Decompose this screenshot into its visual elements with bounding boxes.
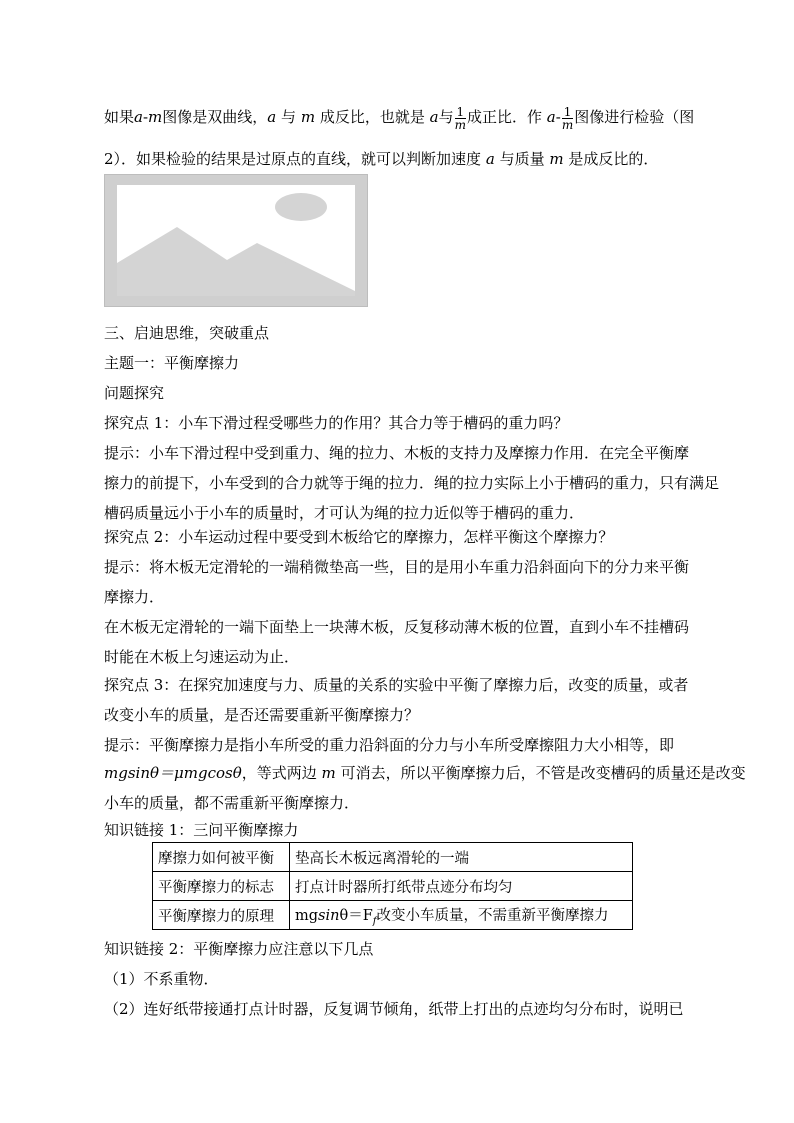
- table-cell-question: 摩擦力如何被平衡: [153, 843, 290, 872]
- answer-3-line3: 小车的质量，都不需重新平衡摩擦力．: [104, 794, 360, 812]
- board-line1: 在木板无定滑轮的一端下面垫上一块薄木板，反复移动薄木板的位置，直到小车不挂槽码: [104, 618, 690, 636]
- knowledge-link-1-title: 知识链接 1：三问平衡摩擦力: [104, 821, 299, 839]
- note-2: （2）连好纸带接通打点计时器，反复调节倾角，纸带上打出的点迹均匀分布时，说明已: [104, 1000, 684, 1018]
- answer-3-line2: mgsinθ＝μmgcosθ，等式两边 m 可消去，所以平衡摩擦力后，不管是改变槽码的质量还是改变: [104, 764, 746, 782]
- answer-3-line1: 提示：平衡摩擦力是指小车所受的重力沿斜面的分力与小车所受摩擦阻力大小相等，即: [104, 736, 675, 754]
- section-title: 三、启迪思维，突破重点: [104, 324, 270, 342]
- mountain-sun-icon: [117, 185, 355, 296]
- table-cell-answer: 垫高长木板远离滑轮的一端: [290, 843, 633, 872]
- fraction-one-over-m: $\frac{1}{m}$: [454, 104, 466, 132]
- answer-1-line3: 槽码质量远小于小车的质量时，才可认为绳的拉力近似等于槽码的重力．: [104, 504, 585, 522]
- question-2: 探究点 2：小车运动过程中要受到木板给它的摩擦力，怎样平衡这个摩擦力？: [104, 528, 614, 546]
- inquiry-heading: 问题探究: [104, 384, 165, 402]
- answer-1-line1: 提示：小车下滑过程中受到重力、绳的拉力、木板的支持力及摩擦力作用．在完全平衡摩: [104, 444, 690, 462]
- note-1: （1）不系重物．: [104, 970, 219, 988]
- table-row: [153, 872, 633, 901]
- question-3-line2: 改变小车的质量，是否还需要重新平衡摩擦力？: [104, 706, 420, 724]
- table-row: [153, 843, 633, 872]
- answer-2-line1: 提示：将木板无定滑轮的一端稍微垫高一些，目的是用小车重力沿斜面向下的分力来平衡: [104, 558, 690, 576]
- knowledge-link-2-title: 知识链接 2：平衡摩擦力应注意以下几点: [104, 940, 374, 958]
- friction-table: [152, 842, 633, 930]
- para1-line2: 2）．如果检验的结果是过原点的直线，就可以判断加速度 a 与质量 m 是成反比的．: [104, 150, 659, 168]
- theme-title: 主题一：平衡摩擦力: [104, 354, 240, 372]
- para1-line1: 如果a-m图像是双曲线，a 与 m 成反比，也就是 a与 $\frac{1}{m}$ 成正比．作 a- $\frac{1}{m}$ 图像进行检验（图: [104, 104, 695, 132]
- fraction-one-over-m-2: $\frac{1}{m}$: [561, 104, 574, 132]
- placeholder-image: [104, 174, 368, 307]
- answer-2-line2: 摩擦力．: [104, 588, 165, 606]
- table-cell-answer: 打点计时器所打纸带点迹分布均匀: [290, 872, 633, 901]
- table-cell-answer: $mgsin\theta=F_f$改变小车质量，不需重新平衡摩擦力: [290, 901, 633, 930]
- table-cell-question: 平衡摩擦力的标志: [153, 872, 290, 901]
- question-3-line1: 探究点 3：在探究加速度与力、质量的关系的实验中平衡了摩擦力后，改变的质量，或者: [104, 676, 689, 694]
- table-row: [153, 901, 633, 930]
- answer-1-line2: 擦力的前提下，小车受到的合力就等于绳的拉力．绳的拉力实际上小于槽码的重力，只有满足: [104, 474, 720, 492]
- question-1: 探究点 1：小车下滑过程受哪些力的作用？其合力等于槽码的重力吗？: [104, 414, 569, 432]
- table-cell-question: 平衡摩擦力的原理: [153, 901, 290, 930]
- board-line2: 时能在木板上匀速运动为止．: [104, 648, 300, 666]
